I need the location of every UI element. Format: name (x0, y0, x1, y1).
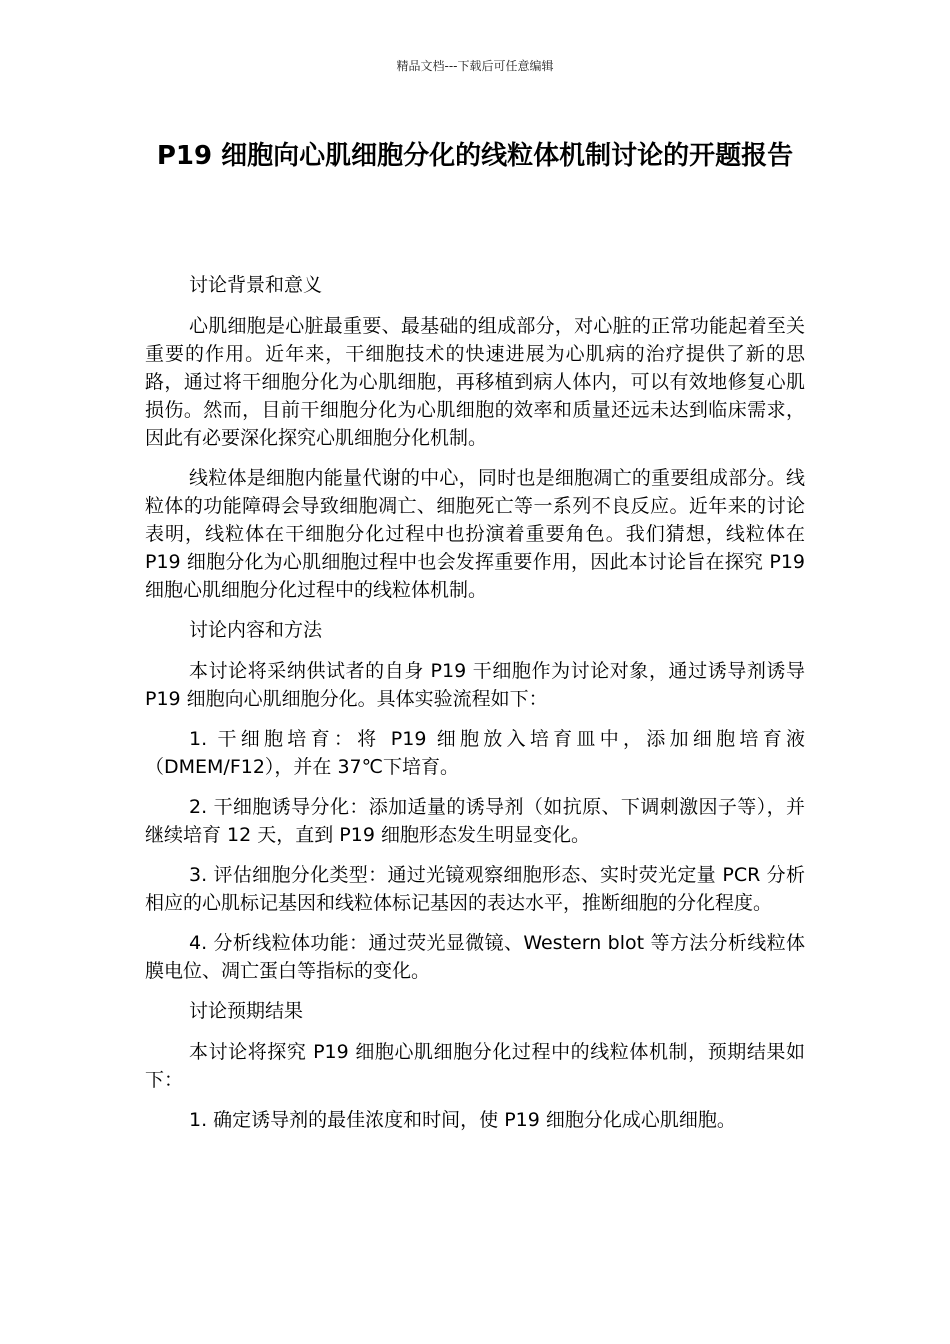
results-item-1: 1. 确定诱导剂的最佳浓度和时间，使 P19 细胞分化成心肌细胞。 (189, 1109, 736, 1131)
document-title: P19 细胞向心肌细胞分化的线粒体机制讨论的开题报告 (156, 141, 794, 171)
paragraph-background-1: 心肌细胞是心脏最重要、最基础的组成部分，对心脏的正常功能起着至关重要的作用。近年来，干细胞技术的快速进展为心肌病的治疗提供了新的思路，通过将干细胞分化为心肌细胞，再移植到病人体内，可以有效地修复心肌损伤。然而，目前干细胞分化为心肌细胞的效率和质量还远未达到临床需求，因此有必要深化探究心肌细胞分化机制。 (145, 315, 805, 449)
document-body (145, 271, 805, 1146)
page-header: 精品文档---下载后可任意编辑 (396, 59, 554, 73)
paragraph-methods-intro: 本讨论将采纳供试者的自身 P19 干细胞作为讨论对象，通过诱导剂诱导 P19 细胞向心肌细胞分化。具体实验流程如下： (145, 660, 805, 710)
methods-step-2: 2. 干细胞诱导分化：添加适量的诱导剂（如抗原、下调刺激因子等），并继续培育 12 天，直到 P19 细胞形态发生明显变化。 (145, 796, 805, 846)
paragraph-background-2: 线粒体是细胞内能量代谢的中心，同时也是细胞凋亡的重要组成部分。线粒体的功能障碍会导致细胞凋亡、细胞死亡等一系列不良反应。近年来的讨论表明，线粒体在干细胞分化过程中也扮演着重要角色。我们猜想，线粒体在 P19 细胞分化为心肌细胞过程中也会发挥重要作用，因此本讨论旨在探究 P19 细胞心肌细胞分化过程中的线粒体机制。 (145, 467, 805, 601)
methods-step-1: 1. 干细胞培育：将 P19 细胞放入培育皿中，添加细胞培育液（DMEM/F12），并在 37℃下培育。 (145, 728, 805, 778)
section-heading-background: 讨论背景和意义 (189, 274, 323, 296)
section-heading-results: 讨论预期结果 (189, 1000, 304, 1022)
paragraph-results-intro: 本讨论将探究 P19 细胞心肌细胞分化过程中的线粒体机制，预期结果如下： (145, 1041, 805, 1091)
methods-step-3: 3. 评估细胞分化类型：通过光镜观察细胞形态、实时荧光定量 PCR 分析相应的心肌标记基因和线粒体标记基因的表达水平，推断细胞的分化程度。 (145, 864, 805, 914)
methods-step-4: 4. 分析线粒体功能：通过荧光显微镜、Western blot 等方法分析线粒体膜电位、凋亡蛋白等指标的变化。 (145, 932, 805, 982)
section-heading-methods: 讨论内容和方法 (189, 619, 323, 641)
